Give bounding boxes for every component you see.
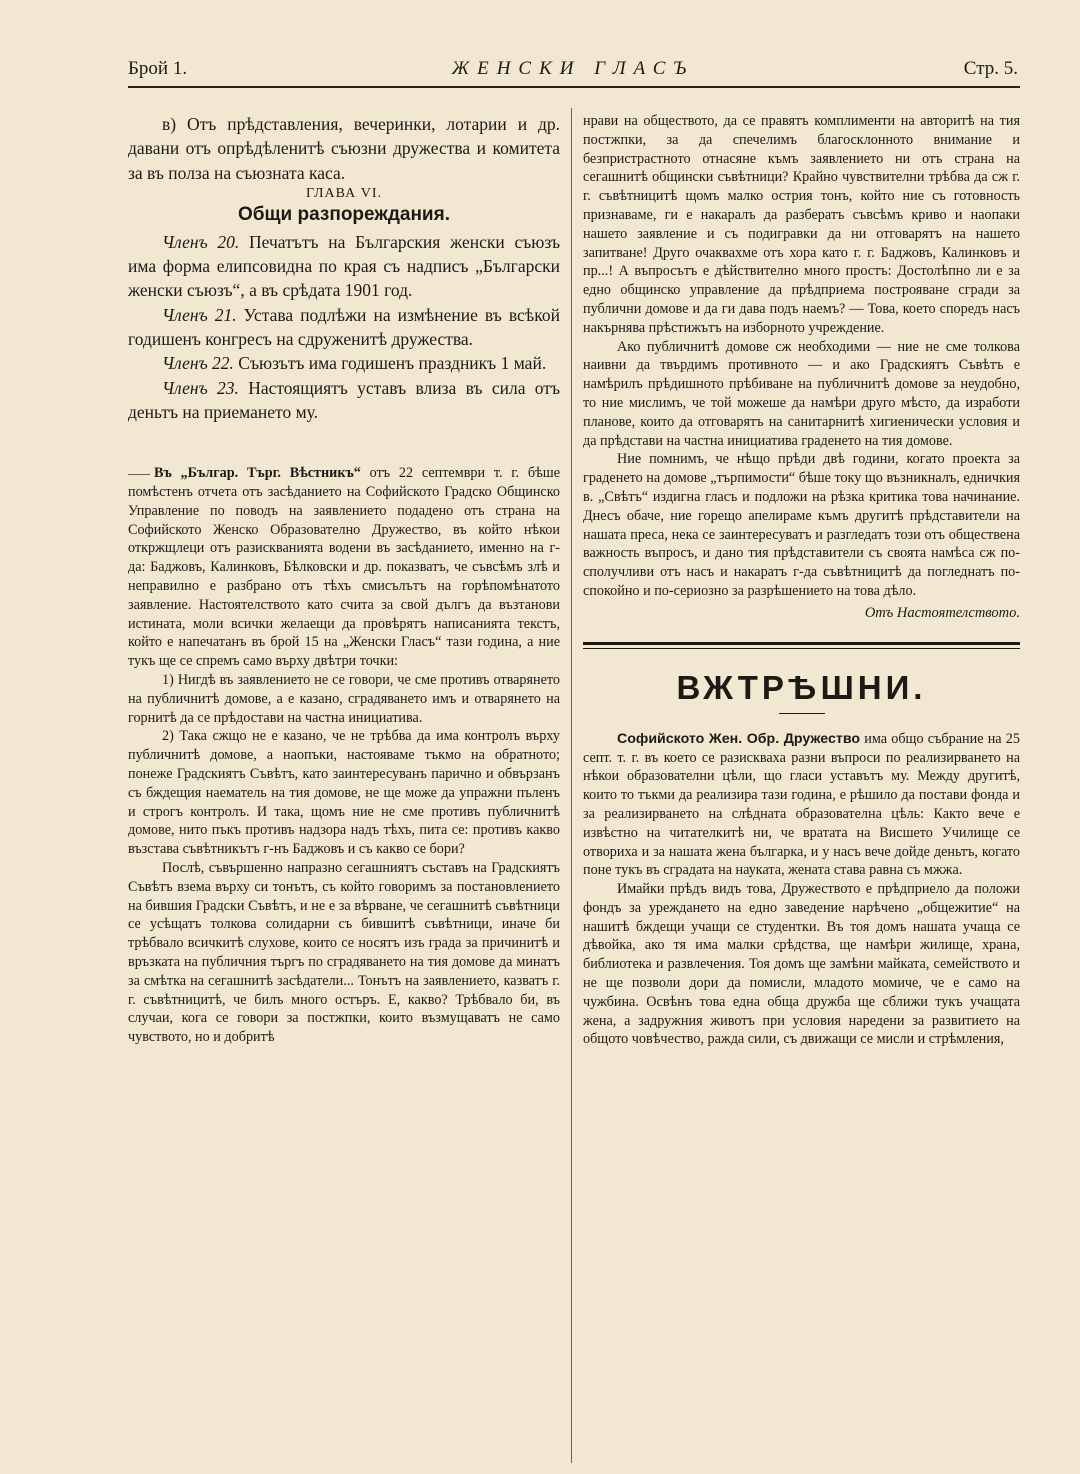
dash-rule: [128, 474, 150, 475]
section-headline: ВЖТРѢШНИ.: [676, 668, 927, 706]
issue-number: Брой 1.: [128, 58, 188, 79]
section-title: Общи разпореждания.: [238, 203, 450, 225]
right-paragraph-2: Ако публичнитѣ домове сж необходими — ние не сме толкова наивни да твърдимъ противното — и ако Градскиятъ Съвѣтъ е намѣрилъ прѣдишното прѣбиване на публичнитѣ домове за неудобно, то ние мислимъ, че той можеше да намѣри друго мѣсто, да изработи планове, които да отговарятъ на санитарнитѣ хигиенически условия и да прѣдстави на частна инициатива граденето на тия домове.: [583, 338, 1020, 449]
article-paragraph-3: 2) Така сжщо не е казано, че не трѣбва да има контролъ върху публичнитѣ домове, а наопъки, настояваме тъкмо на обратното; понеже Градскиятъ Съвѣтъ, като заинтересуванъ парично и обвързанъ съ бждещия наематель на тия домове, не ще може да упражни пъленъ и строгъ контролъ. И така, щомъ ние не сме противъ публичнитѣ домове, нито пъкъ противъ надзора надъ тѣхъ, пита се: противъ какво възстава съвѣтникътъ г-нъ Баджовъ и съ какво се бори?: [128, 728, 560, 858]
section-separator: [583, 642, 1020, 649]
article-21: Членъ 21. Устава подлѣжи на измѣнение въ всѣкой годишенъ конгресъ на сдруженитѣ дружества.: [128, 304, 560, 350]
article-paragraph-2: 1) Нигдѣ въ заявлението не се говори, че сме противъ отварянето на публичнитѣ домове, а е казано, сградяването имъ и отварянето на горнитѣ да се прѣдостави на частна инициатива.: [128, 672, 560, 726]
news-paragraph-2: Имайки прѣдъ видъ това, Дружеството е прѣдприело да положи фондъ за уреждането на едно заведение нарѣчено „общежитие“ на нашитѣ бждещи учащи се студентки. Въ тоя домъ нашата учаща се дѣвойка, ако тя има малки срѣдства, ще намѣри жилище, храна, библиотека и развлечения. Тоя домъ ще замѣни майката, семейството и не ще позволи дори да помисли, младото момиче, че е само на чужбина. Освѣнъ това една обща дружба ще сближи тукъ учащата жена, а задружния животъ при условия наредени за развитието на общото човѣчество, ражда сили, съ движащи се мисли и стрѣмления,: [583, 881, 1020, 1048]
article-23: Членъ 23. Настоящиятъ уставъ влиза въ сила отъ деньтъ на приемането му.: [128, 377, 560, 422]
page-number: Стр. 5.: [963, 58, 1018, 79]
page-header: [128, 58, 1018, 88]
headline-underline: [779, 713, 825, 714]
signature: Отъ Настоятелството.: [864, 604, 1020, 621]
column-divider: [571, 108, 572, 1463]
right-column: [583, 112, 1020, 1462]
header-rule: [128, 86, 1020, 88]
news-paragraph-1: Софийското Жен. Обр. Дружество има общо събрание на 25 септ. т. г. въ което се разискваха разни въпроси по реализирването на нѣкои образователни цѣли, що гласи уставътъ му. Между другитѣ, които то тъкми да реализира тази година, е рѣшило да постави фонда и за реализирването на слѣдната образователна цѣль: Както вече е извѣстно на читателкитѣ ни, че вратата на Висшето Училище се отвориха и за нашата жена българка, и у насъ вече дойде деньтъ, когато поне тукъ въ сградата на науката, жената става равна съ мжжа.: [583, 730, 1020, 879]
right-paragraph-1: нрави на обществото, да се правятъ комплименти на авторитѣ на тия постжпки, за да спечелимъ благосклонното внимание и безпристрастното отнасяне къмъ заявлението ни отъ страна на сегашнитѣ общински съвѣтници? Крайно чувствителни трѣбва да сж г. г. съвѣтницитѣ щомъ малко острия тонъ, който ние съ готовность признаваме, ги е накаралъ да разбератъ съвсѣмъ криво и наопаки нашето заявление и съ подигравки да ни отговарятъ на нашето запитване! Друго очаквахме отъ хора като г. г. Баджовъ, Калинковъ и пр...! А въпросътъ е дѣйствително много простъ: Достолѣпно ли е за едно общинско управление да прѣдприема построяване сгради за публични домове и да ги дава подъ наемъ? — Това, което споредъ насъ накърнява прѣстижътъ на изборното учреждение.: [583, 113, 1020, 336]
article-paragraph-4: Послѣ, съвършенно напразно сегашниятъ съставъ на Градскиятъ Съвѣтъ взема върху си тонътъ, съ който говоримъ за постановлението на бившия Градски Съвѣтъ, и не е за вѣрване, че сегашнитѣ съвѣтници се усѣщатъ толкова солидарни съ бившитѣ съвѣтници, иначе би трѣбвало всичкитѣ слухове, които се носятъ изъ града за причинитѣ и връзката на публичния търгъ по сградяването на тия домове да минатъ за смѣтка на сегашнитѣ засѣдатели... Тонътъ на заявлението, казватъ г. г. съвѣтницитѣ, че билъ много остъръ. Е, какво? Трѣбвало би, въ случаи, кога се говори за постжпки, които възмущаватъ не само чувството, но и добритѣ: [128, 860, 560, 1046]
article-20: Членъ 20. Печатътъ на Българския женски съюзъ има форма елипсовидна по края съ надписъ „Български женски съюзъ“, а въ срѣдата 1901 год.: [128, 231, 560, 301]
newspaper-title: ЖЕНСКИ ГЛАСЪ: [451, 58, 695, 79]
left-column: [128, 112, 560, 1462]
statute-para-v: в) Отъ прѣдставления, вечеринки, лотарии и др. давани отъ опрѣдѣленитѣ съюзни дружества и комитета за въ полза на съюзната каса.: [128, 114, 560, 183]
right-paragraph-3: Ние помнимъ, че нѣщо прѣди двѣ години, когато проекта за граденето на домове „търпимости“ бѣше току що възникналъ, едничкия в. „Свѣтъ“ издигна гласъ и подложи на рѣзка критика това начинание. Днесъ обаче, ние горещо апелираме къмъ другитѣ прѣдставители на нашата преса, нека се заинтересуватъ и разгледатъ този отъ общественa важность въпросъ, и дано тия прѣдставители съ своята намѣса сж по-сполучливи отъ насъ и накаратъ г-да съвѣтницитѣ да погледнатъ по-спокойно и по-сериозно за разрѣшението на това дѣло.: [583, 451, 1020, 599]
article-paragraph-1: Въ „Българ. Търг. Вѣстникъ“ отъ 22 септември т. г. бѣше помѣстенъ отчета отъ засѣданието на Софийското Градско Общинско Управление по поводъ на заявлението подадено отъ страна на Софийското Женско Образователно Дружество, въ който нѣкои откржщлеци отъ разискванията водени въ засѣданието, именно на г-да: Баджовъ, Калинковъ, Бѣлковски и др. показватъ, че съвсѣмъ злѣ и неправилно е разбрано отъ тѣхъ смисълътъ на горѣпомѣнатото заявление. Настоятелството като счита за свой дългъ да възтанови истината, моли всички желаещи да провѣрятъ написанията текстъ, който е напечатанъ въ брой 15 на „Женски Гласъ“ тази година, а ние тукъ ще се спремъ само върху двѣтри точки:: [128, 465, 560, 670]
chapter-heading: ГЛАВА VI.: [306, 185, 382, 201]
article-22: Членъ 22. Съюзътъ има годишенъ праздникъ 1 май.: [162, 353, 547, 374]
article-lead: Въ „Българ. Търг. Вѣстникъ“: [154, 465, 361, 482]
news-lead: Софийското Жен. Обр. Дружество: [617, 730, 861, 747]
